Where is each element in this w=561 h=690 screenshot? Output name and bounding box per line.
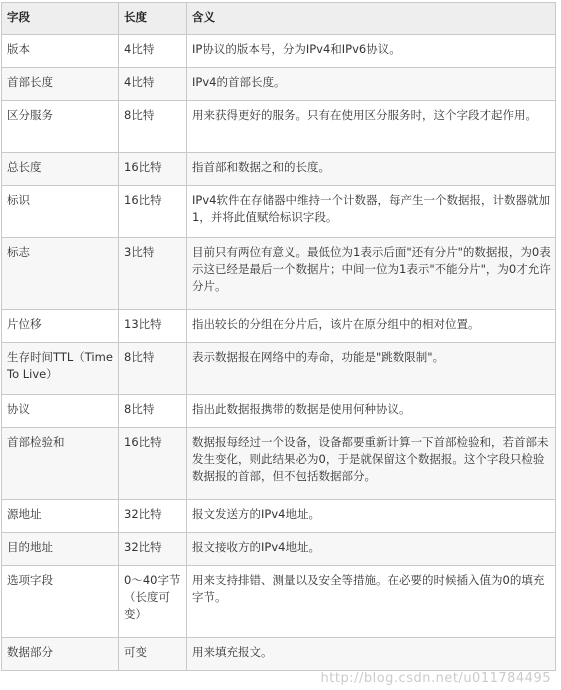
header-meaning: 含义 xyxy=(187,3,556,35)
field-cell: 目的地址 xyxy=(2,533,119,566)
meaning-cell: 指首部和数据之和的长度。 xyxy=(187,153,556,186)
field-cell: 片位移 xyxy=(2,310,119,343)
length-cell: 32比特 xyxy=(119,533,187,566)
field-cell: 总长度 xyxy=(2,153,119,186)
table-row xyxy=(2,566,556,638)
field-cell: 版本 xyxy=(2,35,119,68)
length-cell: 16比特 xyxy=(119,428,187,500)
field-cell: 首部检验和 xyxy=(2,428,119,500)
table-row xyxy=(2,238,556,310)
length-cell: 4比特 xyxy=(119,35,187,68)
length-cell: 8比特 xyxy=(119,343,187,395)
table-row xyxy=(2,428,556,500)
field-cell: 源地址 xyxy=(2,500,119,533)
field-cell: 生存时间TTL（Time To Live） xyxy=(2,343,119,395)
table-row xyxy=(2,310,556,343)
meaning-cell: 表示数据报在网络中的寿命，功能是"跳数限制"。 xyxy=(187,343,556,395)
length-cell: 16比特 xyxy=(119,186,187,238)
table-row xyxy=(2,638,556,671)
length-cell: 3比特 xyxy=(119,238,187,310)
meaning-cell: IP协议的版本号，分为IPv4和IPv6协议。 xyxy=(187,35,556,68)
length-cell: 8比特 xyxy=(119,395,187,428)
field-cell: 标志 xyxy=(2,238,119,310)
table-row xyxy=(2,101,556,153)
length-cell: 32比特 xyxy=(119,500,187,533)
field-cell: 标识 xyxy=(2,186,119,238)
meaning-cell: 数据报每经过一个设备，设备都要重新计算一下首部检验和，若首部未发生变化，则此结果必为0，于是就保留这个数据报。这个字段只检验数据报的首部，但不包括数据部分。 xyxy=(187,428,556,500)
watermark-text: http://blog.csdn.net/u011784495 xyxy=(320,671,551,686)
meaning-cell: 用来支持排错、测量以及安全等措施。在必要的时候插入值为0的填充字节。 xyxy=(187,566,556,638)
header-field: 字段 xyxy=(2,3,119,35)
field-cell: 数据部分 xyxy=(2,638,119,671)
length-cell: 13比特 xyxy=(119,310,187,343)
length-cell: 可变 xyxy=(119,638,187,671)
table-row xyxy=(2,343,556,395)
table-row xyxy=(2,500,556,533)
table-row xyxy=(2,395,556,428)
ipv4-header-table xyxy=(1,2,556,671)
meaning-cell: 报文发送方的IPv4地址。 xyxy=(187,500,556,533)
meaning-cell: 用来填充报文。 xyxy=(187,638,556,671)
meaning-cell: 指出此数据报携带的数据是使用何种协议。 xyxy=(187,395,556,428)
meaning-cell: IPv4软件在存储器中维持一个计数器，每产生一个数据报，计数器就加1，并将此值赋给标识字段。 xyxy=(187,186,556,238)
field-cell: 选项字段 xyxy=(2,566,119,638)
length-cell: 8比特 xyxy=(119,101,187,153)
meaning-cell: 报文接收方的IPv4地址。 xyxy=(187,533,556,566)
field-cell: 首部长度 xyxy=(2,68,119,101)
field-cell: 区分服务 xyxy=(2,101,119,153)
length-cell: 0～40字节（长度可变） xyxy=(119,566,187,638)
table-row xyxy=(2,186,556,238)
header-length: 长度 xyxy=(119,3,187,35)
meaning-cell: 指出较长的分组在分片后，该片在原分组中的相对位置。 xyxy=(187,310,556,343)
table-row xyxy=(2,153,556,186)
meaning-cell: 用来获得更好的服务。只有在使用区分服务时，这个字段才起作用。 xyxy=(187,101,556,153)
table-row xyxy=(2,68,556,101)
table-row xyxy=(2,533,556,566)
meaning-cell: IPv4的首部长度。 xyxy=(187,68,556,101)
length-cell: 16比特 xyxy=(119,153,187,186)
length-cell: 4比特 xyxy=(119,68,187,101)
table-row xyxy=(2,35,556,68)
table-header-row xyxy=(2,3,556,35)
field-cell: 协议 xyxy=(2,395,119,428)
meaning-cell: 目前只有两位有意义。最低位为1表示后面"还有分片"的数据报，为0表示这已经是最后一个数据片；中间一位为1表示"不能分片"，为0才允许分片。 xyxy=(187,238,556,310)
